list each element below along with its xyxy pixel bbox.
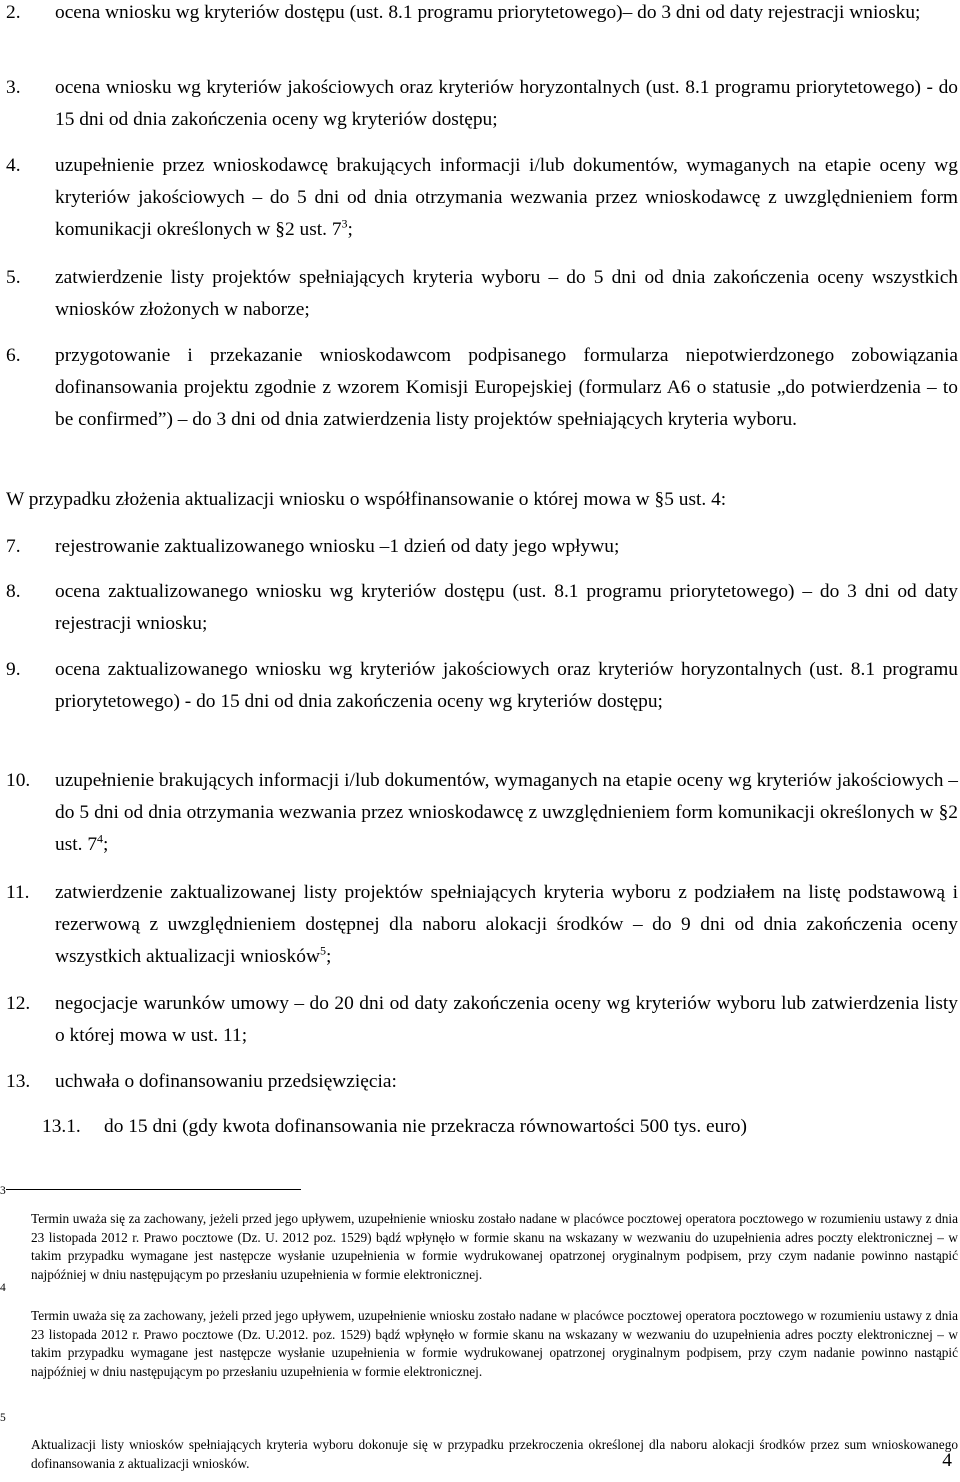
- footnote-ref: 3: [341, 216, 348, 231]
- list-item: [6, 654, 958, 718]
- item-text: ocena wniosku wg kryteriów dostępu (ust. 8.1 programu priorytetowego)– do 3 dni od daty rejestracji wniosku;: [55, 2, 921, 23]
- item-number: 8.: [6, 581, 21, 602]
- list-item: [6, 576, 958, 640]
- footnote-mark: 4: [0, 1282, 6, 1294]
- list-item: [6, 150, 958, 246]
- intro-paragraph: W przypadku złożenia aktualizacji wniosku o współfinansowanie o której mowa w §5 ust. 4:: [6, 489, 727, 510]
- item-number: 3.: [6, 77, 21, 98]
- item-text: ocena wniosku wg kryteriów jakościowych oraz kryteriów horyzontalnych (ust. 8.1 programu priorytetowego) - do 15 dni od dnia zakończenia oceny wg kryteriów dostępu;: [55, 77, 958, 130]
- item-text: uzupełnienie przez wnioskodawcę brakujących informacji i/lub dokumentów, wymaganych na etapie oceny wg kryteriów jakościowych – do 5 dni od dnia otrzymania wezwania przez wnioskodawcę z uwzględnieniem form komunikacji określonych w §2 ust. 7: [55, 155, 958, 240]
- item-text-tail: ;: [347, 219, 353, 240]
- item-text: ocena zaktualizowanego wniosku wg kryteriów jakościowych oraz kryteriów horyzontalnych (ust. 8.1 programu priorytetowego) - do 15 dni od dnia zakończenia oceny wg kryteriów dostępu;: [55, 659, 958, 712]
- footnote-mark: 3: [0, 1185, 6, 1197]
- list-item: [6, 72, 958, 136]
- footnote-text: Aktualizacji listy wniosków spełniających kryteria wyboru dokonuje się w przypadku przekroczenia określonej dla naboru alokacji środków przez sum wnioskowanego dofinansowania z aktualizacji wniosków.: [31, 1437, 958, 1471]
- footnote-ref: 5: [319, 943, 326, 958]
- list-item: [6, 262, 958, 326]
- footnote: [0, 1185, 958, 1284]
- item-text-wrap: [55, 150, 958, 246]
- item-number: 2.: [6, 2, 21, 23]
- item-text-tail: ;: [325, 946, 332, 967]
- item-text: uchwała o dofinansowaniu przedsięwzięcia:: [55, 1071, 397, 1092]
- footnote-text: Termin uważa się za zachowany, jeżeli przed jego upływem, uzupełnienie wniosku zostało nadane w placówce pocztowej operatora pocztowego w rozumieniu ustawy z dnia 23 listopada 2012 r. Prawo pocztowe (Dz. U. 2012 poz. 1529) bądź wpłynęło w formie skanu na wskazany w wezwaniu do uzupełnienia adres poczty elektronicznej – w takim przypadku wymagane jest następcze wysłanie uzupełnienia w formie wydrukowanej opatrzonej oryginalnym podpisem, przy czym nadanie powinno nastąpić najpóźniej w dniu następującym po przesłaniu uzupełnienia w formie elektronicznej.: [31, 1211, 958, 1282]
- item-number: 7.: [6, 536, 21, 557]
- list-item: [6, 531, 958, 563]
- sub-item-number: 13.1.: [42, 1116, 81, 1137]
- item-number: 11.: [6, 882, 30, 903]
- item-text: negocjacje warunków umowy – do 20 dni od daty zakończenia oceny wg kryteriów wyboru lub zatwierdzenia listy o której mowa w ust. 11;: [55, 993, 958, 1046]
- list-item: [6, 765, 958, 861]
- item-text: przygotowanie i przekazanie wnioskodawcom podpisanego formularza niepotwierdzonego zobowiązania dofinansowania projektu zgodnie z wzorem Komisji Europejskiej (formularz A6 o statusie „do potwierdzenia – to be confirmed”) – do 3 dni od dnia zatwierdzenia listy projektów spełniających kryteria wyboru.: [55, 345, 958, 430]
- footnote: [0, 1412, 958, 1473]
- item-text: rejestrowanie zaktualizowanego wniosku –1 dzień od daty jego wpływu;: [55, 536, 620, 557]
- sub-item-text: do 15 dni (gdy kwota dofinansowania nie przekracza równowartości 500 tys. euro): [104, 1116, 747, 1137]
- list-item: [6, 0, 958, 29]
- list-item: [6, 340, 958, 436]
- item-text-wrap: [55, 877, 958, 973]
- footnote: [0, 1282, 958, 1381]
- list-item: [6, 988, 958, 1052]
- footnote-mark: 5: [0, 1412, 6, 1424]
- page-number: 4: [942, 1450, 952, 1471]
- sub-item: [42, 1111, 958, 1143]
- item-text: uzupełnienie brakujących informacji i/lub dokumentów, wymaganych na etapie oceny wg kryteriów jakościowych – do 5 dni od dnia otrzymania wezwania przez wnioskodawcę z uwzględnieniem form komunikacji określonych w §2 ust. 7: [55, 770, 958, 855]
- item-number: 6.: [6, 345, 21, 366]
- item-number: 13.: [6, 1071, 31, 1092]
- item-text: zatwierdzenie listy projektów spełniających kryteria wyboru – do 5 dni od dnia zakończenia oceny wszystkich wniosków złożonych w naborze;: [55, 267, 958, 320]
- item-number: 5.: [6, 267, 21, 288]
- item-number: 4.: [6, 155, 21, 176]
- item-text: zatwierdzenie zaktualizowanej listy projektów spełniających kryteria wyboru z podziałem na listę podstawową i rezerwową z uwzględnieniem dostępnej dla naboru alokacji środków – do 9 dni od dnia zakończenia oceny wszystkich aktualizacji wniosków: [55, 882, 958, 967]
- list-item: [6, 1066, 958, 1098]
- item-text: ocena zaktualizowanego wniosku wg kryteriów dostępu (ust. 8.1 programu priorytetowego) – do 3 dni od daty rejestracji wniosku;: [55, 581, 958, 634]
- footnote-text: Termin uważa się za zachowany, jeżeli przed jego upływem, uzupełnienie wniosku zostało nadane w placówce pocztowej operatora pocztowego w rozumieniu ustawy z dnia 23 listopada 2012 r. Prawo pocztowe (Dz. U.2012. poz. 1529) bądź wpłynęło w formie skanu na wskazany w wezwaniu do uzupełnienia adres poczty elektronicznej – w takim przypadku wymagane jest następcze wysłanie uzupełnienia w formie wydrukowanej opatrzonej oryginalnym podpisem, przy czym nadanie powinno nastąpić najpóźniej w dniu następującym po przesłaniu uzupełnienia w formie elektronicznej.: [31, 1308, 958, 1379]
- item-number: 10.: [6, 770, 31, 791]
- item-number: 9.: [6, 659, 21, 680]
- list-item: [6, 877, 958, 973]
- item-number: 12.: [6, 993, 31, 1014]
- footnote-separator: [6, 1189, 301, 1190]
- footnote-ref: 4: [97, 831, 104, 846]
- item-text-tail: ;: [103, 834, 109, 855]
- item-text-wrap: [55, 765, 958, 861]
